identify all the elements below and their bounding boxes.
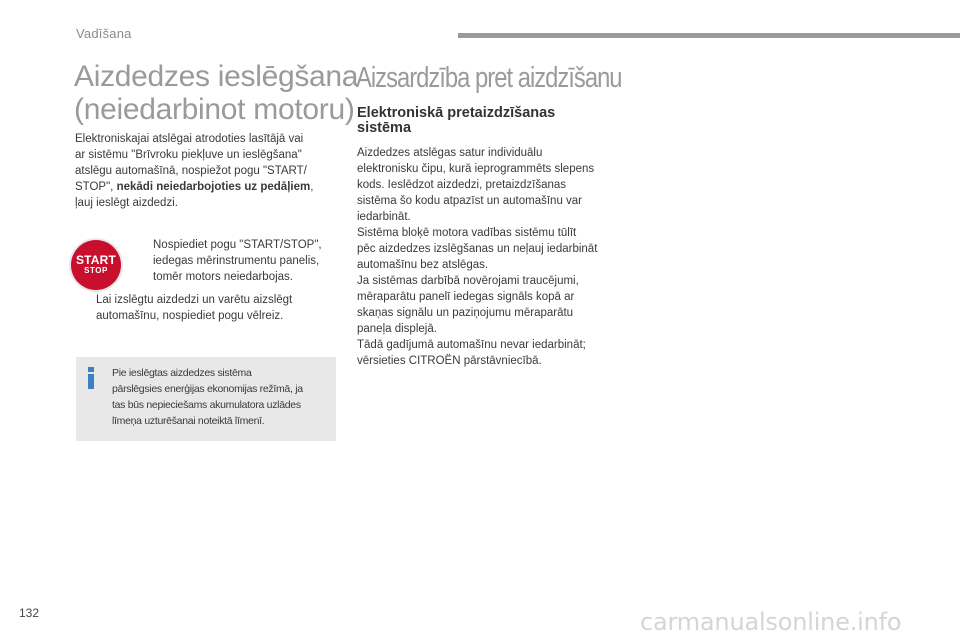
info-icon-dot xyxy=(88,367,94,372)
intro-line: ar sistēmu "Brīvroku piekļuve un ieslēgšana" xyxy=(75,149,302,161)
watermark: carmanualsonline.info xyxy=(640,608,902,636)
section-label: Vadīšana xyxy=(76,26,132,41)
info-icon xyxy=(86,367,96,389)
intro-text: STOP", xyxy=(75,181,117,193)
start-label: START xyxy=(75,253,117,267)
intro-line: Elektroniskajai atslēgai atrodoties lasītājā vai xyxy=(75,133,304,145)
body-line: pēc aizdedzes izslēgšanas un neļauj iedarbināt xyxy=(357,243,598,255)
bullet-text xyxy=(96,292,292,324)
body-line: automašīnu bez atslēgas. xyxy=(357,259,489,271)
info-icon-stem xyxy=(88,374,94,389)
intro-line: atslēgu automašīnā, nospiežot pogu "START/ xyxy=(75,165,307,177)
body-line: elektronisku čipu, kurā ieprogrammēts slepens xyxy=(357,163,595,175)
subheading xyxy=(357,106,617,136)
body-line: sistēma šo kodu atpazīst un automašīnu var xyxy=(357,195,583,207)
body-line: Tādā gadījumā automašīnu nevar iedarbināt; xyxy=(357,339,586,351)
intro-line xyxy=(75,179,345,195)
body-line: mēraparātu panelī iedegas signāls kopā ar xyxy=(357,291,575,303)
body-line: iedarbināt. xyxy=(357,211,411,223)
subheading-line: sistēma xyxy=(357,120,412,136)
left-title xyxy=(74,60,364,126)
body-line: Sistēma bloķē motora vadības sistēmu tūlīt xyxy=(357,227,577,239)
info-box xyxy=(76,357,336,441)
intro-paragraph xyxy=(75,131,345,211)
bullet-line: automašīnu, nospiediet pogu vēlreiz. xyxy=(96,310,284,322)
body-line: Aizdedzes atslēgas satur individuālu xyxy=(357,147,543,159)
page-number: 132 xyxy=(19,606,40,620)
left-title-line: Aizdedzes ieslēgšana xyxy=(74,60,359,93)
info-line: Pie ieslēgtas aizdedzes sistēma xyxy=(112,367,252,379)
info-line: pārslēgsies enerģijas ekonomijas režīmā, ja xyxy=(112,383,303,395)
bullet-item xyxy=(78,292,338,328)
header-bar xyxy=(458,33,960,38)
intro-text: , xyxy=(310,181,314,193)
right-body-paragraph xyxy=(357,145,632,369)
body-line: vērsieties CITROËN pārstāvniecībā. xyxy=(357,355,542,367)
intro-line: ļauj ieslēgt aizdedzi. xyxy=(75,197,178,209)
bullet-item xyxy=(135,237,345,287)
info-line: līmeņa uzturēšanai noteiktā līmenī. xyxy=(112,415,265,427)
body-line: paneļa displejā. xyxy=(357,323,437,335)
intro-bold-text: nekādi neiedarbojoties uz pedāļiem xyxy=(116,181,311,193)
bullet-line: Nospiediet pogu "START/STOP", xyxy=(153,239,322,251)
info-line: tas būs nepieciešams akumulatora uzlādes xyxy=(112,399,301,411)
bullet-line: tomēr motors neiedarbojas. xyxy=(153,271,293,283)
start-stop-button-image xyxy=(71,240,121,290)
bullet-line: iedegas mērinstrumentu panelis, xyxy=(153,255,320,267)
right-title: Aizsardzība pret aizdzīšanu xyxy=(356,62,622,94)
left-title-line: (neiedarbinot motoru) xyxy=(74,93,355,126)
subheading-line: Elektroniskā pretaizdzīšanas xyxy=(357,105,556,121)
bullet-text xyxy=(153,237,322,285)
info-text xyxy=(112,365,303,429)
stop-label: STOP xyxy=(84,266,108,275)
bullet-line: Lai izslēgtu aizdedzi un varētu aizslēgt xyxy=(96,294,293,306)
body-line: Ja sistēmas darbībā novērojami traucējumi, xyxy=(357,275,579,287)
body-line: kods. Ieslēdzot aizdedzi, pretaizdzīšanas xyxy=(357,179,567,191)
body-line: skaņas signālu un paziņojumu mēraparātu xyxy=(357,307,574,319)
